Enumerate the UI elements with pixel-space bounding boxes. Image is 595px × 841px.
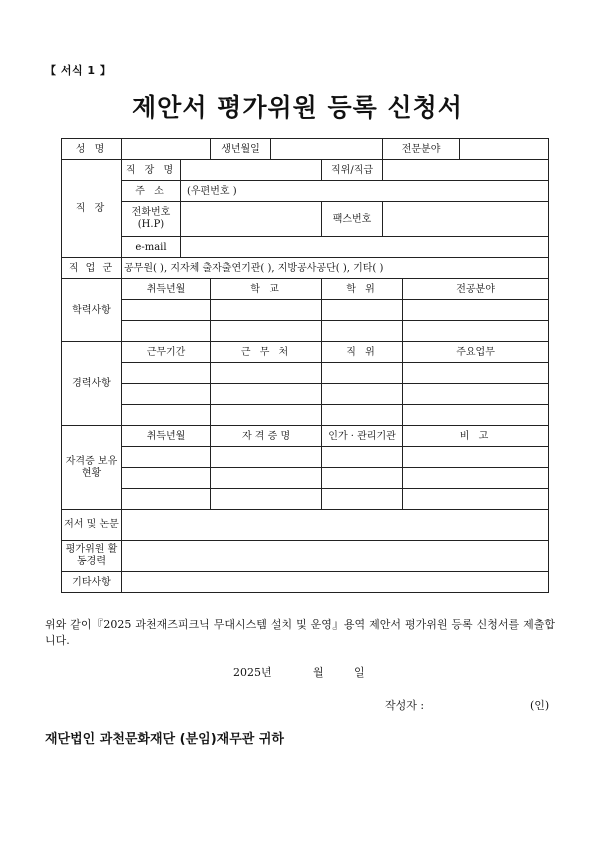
workplace-address-row — [62, 181, 549, 202]
submission-statement: 위와 같이『2025 과천재즈피크닉 무대시스템 설치 및 운영』용역 제안서 평가위원 등록 신청서를 제출합니다. — [45, 618, 555, 647]
license-header-row — [62, 426, 549, 447]
date-day: 일 — [354, 666, 365, 679]
career-row — [62, 384, 549, 405]
education-row — [62, 321, 549, 342]
career-col-workplace: 근 무 처 — [211, 342, 322, 363]
license-cell[interactable] — [211, 489, 322, 510]
job-group-label: 직 업 군 — [62, 258, 122, 279]
name-row — [62, 139, 549, 160]
other-field[interactable] — [122, 572, 549, 593]
license-cell[interactable] — [122, 468, 211, 489]
career-cell[interactable] — [211, 384, 322, 405]
career-cell[interactable] — [403, 384, 549, 405]
education-header-row — [62, 279, 549, 300]
career-col-position: 직 위 — [322, 342, 403, 363]
workplace-email-row — [62, 237, 549, 258]
education-cell[interactable] — [122, 300, 211, 321]
license-row — [62, 489, 549, 510]
fax-field[interactable] — [383, 202, 549, 237]
education-cell[interactable] — [403, 300, 549, 321]
career-col-duties: 주요업무 — [403, 342, 549, 363]
career-row — [62, 363, 549, 384]
education-col-date: 취득년월 — [122, 279, 211, 300]
license-cell[interactable] — [403, 489, 549, 510]
seal-mark: (인) — [530, 699, 550, 712]
other-label: 기타사항 — [62, 572, 122, 593]
date-year: 2025년 — [233, 666, 272, 679]
career-row — [62, 405, 549, 426]
career-cell[interactable] — [322, 384, 403, 405]
education-row — [62, 300, 549, 321]
papers-label: 저서 및 논문 — [62, 510, 122, 541]
application-form-table — [61, 138, 549, 593]
license-cell[interactable] — [322, 447, 403, 468]
education-col-school: 학 교 — [211, 279, 322, 300]
license-cell[interactable] — [122, 489, 211, 510]
career-cell[interactable] — [322, 405, 403, 426]
education-cell[interactable] — [122, 321, 211, 342]
career-header-row — [62, 342, 549, 363]
career-cell[interactable] — [122, 405, 211, 426]
job-group-field[interactable]: 공무원( ), 지자체 출자출연기관( ), 지방공사공단( ), 기타( ) — [122, 258, 549, 279]
license-cell[interactable] — [403, 468, 549, 489]
license-row — [62, 447, 549, 468]
career-cell[interactable] — [403, 405, 549, 426]
position-label: 직위/직급 — [322, 160, 383, 181]
license-cell[interactable] — [122, 447, 211, 468]
career-cell[interactable] — [122, 363, 211, 384]
license-cell[interactable] — [211, 447, 322, 468]
company-label: 직 장 명 — [122, 160, 181, 181]
name-field[interactable] — [122, 139, 211, 160]
addressee: 재단법인 과천문화재단 (분임)재무관 귀하 — [45, 732, 284, 747]
eval-history-row — [62, 541, 549, 572]
license-row — [62, 468, 549, 489]
education-label: 학력사항 — [62, 279, 122, 342]
company-field[interactable] — [181, 160, 322, 181]
career-cell[interactable] — [322, 363, 403, 384]
papers-row — [62, 510, 549, 541]
license-cell[interactable] — [403, 447, 549, 468]
name-label: 성 명 — [62, 139, 122, 160]
education-cell[interactable] — [403, 321, 549, 342]
career-cell[interactable] — [403, 363, 549, 384]
workplace-label: 직 장 — [62, 160, 122, 258]
specialty-label: 전문분야 — [383, 139, 460, 160]
education-col-major: 전공분야 — [403, 279, 549, 300]
career-cell[interactable] — [122, 384, 211, 405]
other-row — [62, 572, 549, 593]
license-col-name: 자 격 증 명 — [211, 426, 322, 447]
form-number-label: 【 서식 1 】 — [45, 64, 112, 77]
license-cell[interactable] — [322, 468, 403, 489]
license-cell[interactable] — [211, 468, 322, 489]
email-label: e-mail — [122, 237, 181, 258]
education-cell[interactable] — [322, 300, 403, 321]
education-col-degree: 학 위 — [322, 279, 403, 300]
license-col-remarks: 비 고 — [403, 426, 549, 447]
eval-history-field[interactable] — [122, 541, 549, 572]
education-cell[interactable] — [322, 321, 403, 342]
document-title: 제안서 평가위원 등록 신청서 — [132, 93, 463, 122]
address-label: 주 소 — [122, 181, 181, 202]
career-label: 경력사항 — [62, 342, 122, 426]
writer-label: 작성자 : — [385, 699, 425, 712]
date-month: 월 — [313, 666, 324, 679]
license-col-authority: 인가 · 관리기관 — [322, 426, 403, 447]
career-cell[interactable] — [211, 405, 322, 426]
phone-label: 전화번호 (H.P) — [122, 202, 181, 237]
birth-label: 생년월일 — [211, 139, 271, 160]
workplace-company-row — [62, 160, 549, 181]
fax-label: 팩스번호 — [322, 202, 383, 237]
eval-history-label: 평가위원 활동경력 — [62, 541, 122, 572]
license-label: 자격증 보유현황 — [62, 426, 122, 510]
phone-field[interactable] — [181, 202, 322, 237]
email-field[interactable] — [181, 237, 549, 258]
career-col-period: 근무기간 — [122, 342, 211, 363]
education-cell[interactable] — [211, 300, 322, 321]
license-col-date: 취득년월 — [122, 426, 211, 447]
job-group-row — [62, 258, 549, 279]
specialty-field[interactable] — [460, 139, 549, 160]
papers-field[interactable] — [122, 510, 549, 541]
address-field[interactable]: (우편번호 ) — [181, 181, 549, 202]
education-cell[interactable] — [211, 321, 322, 342]
license-cell[interactable] — [322, 489, 403, 510]
career-cell[interactable] — [211, 363, 322, 384]
position-field[interactable] — [383, 160, 549, 181]
birth-field[interactable] — [271, 139, 383, 160]
